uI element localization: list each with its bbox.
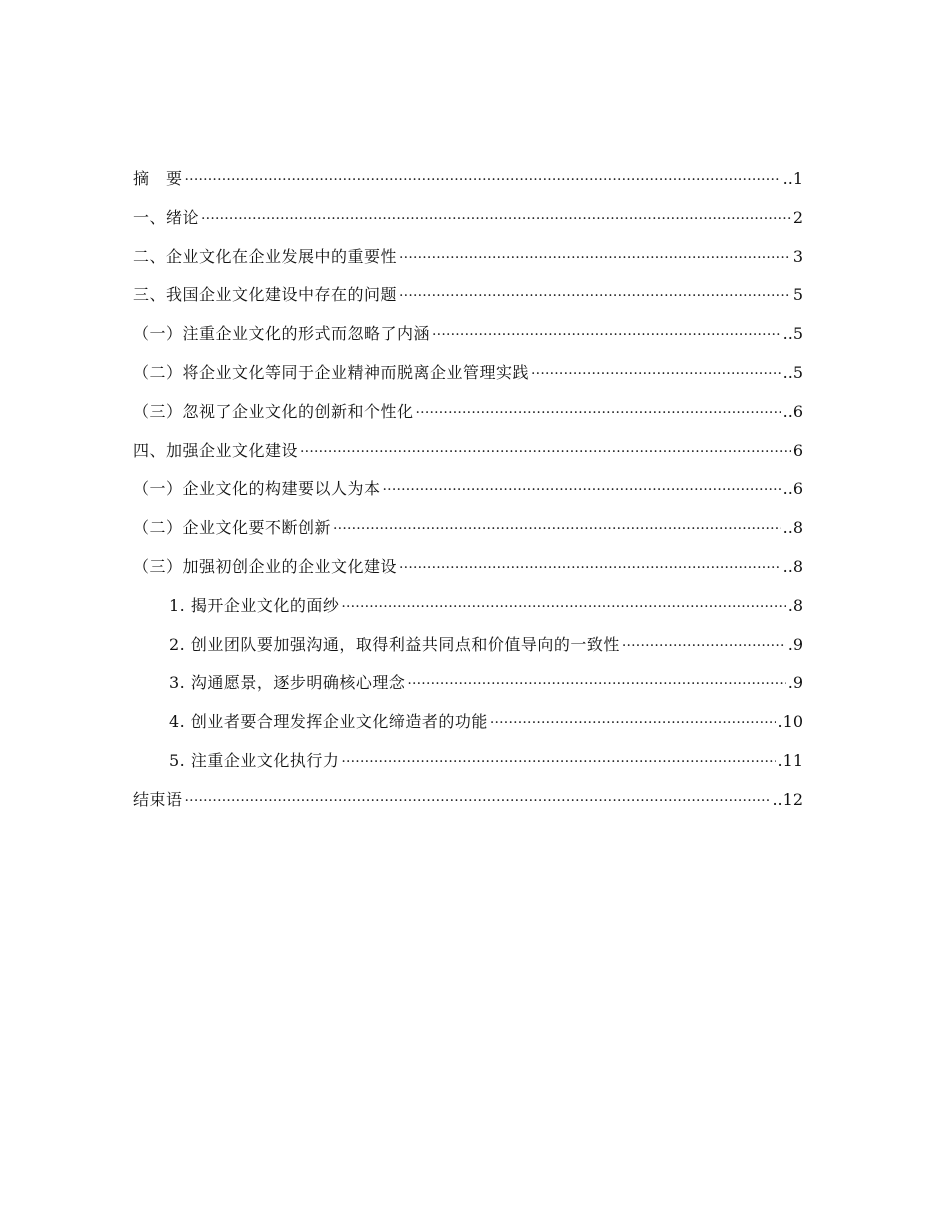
toc-entry-page: .9 — [787, 673, 803, 693]
toc-entry[interactable] — [133, 398, 803, 437]
toc-dot-leader — [185, 787, 771, 815]
toc-dot-leader — [432, 321, 781, 349]
toc-entry-title: 二、企业文化在企业发展中的重要性 — [133, 246, 398, 266]
toc-entry-title: （一）企业文化的构建要以人为本 — [133, 479, 381, 499]
toc-entry-page: .10 — [777, 712, 803, 732]
toc-entry-page: ..8 — [782, 518, 803, 538]
toc-dot-leader — [185, 166, 781, 194]
toc-entry-title: （二）企业文化要不断创新 — [133, 518, 332, 538]
toc-entry[interactable] — [133, 165, 803, 204]
toc-entry-title: （二）将企业文化等同于企业精神而脱离企业管理实践 — [133, 362, 530, 382]
toc-dot-leader — [300, 438, 791, 466]
toc-entry-page: ..6 — [782, 479, 803, 499]
toc-entry[interactable] — [133, 514, 803, 553]
toc-entry-page: .11 — [777, 750, 803, 770]
toc-dot-leader — [333, 515, 781, 543]
toc-dot-leader — [407, 670, 785, 698]
toc-dot-leader — [399, 244, 791, 272]
toc-entry-title: （三）忽视了企业文化的创新和个性化 — [133, 401, 414, 421]
toc-dot-leader — [341, 748, 775, 776]
toc-entry-title: 四、加强企业文化建设 — [133, 440, 299, 460]
toc-entry-page: .8 — [787, 595, 803, 615]
toc-dot-leader — [416, 399, 781, 427]
toc-entry[interactable] — [133, 320, 803, 359]
toc-entry[interactable] — [133, 359, 803, 398]
toc-entry-page: ..1 — [782, 169, 803, 188]
table-of-contents — [133, 165, 803, 825]
toc-dot-leader — [399, 554, 781, 582]
toc-entry-page: 6 — [792, 440, 803, 460]
toc-entry[interactable] — [133, 747, 803, 786]
toc-entry[interactable] — [133, 631, 803, 670]
toc-entry[interactable] — [133, 708, 803, 747]
toc-entry[interactable] — [133, 204, 803, 243]
toc-dot-leader — [531, 360, 781, 388]
toc-entry-title: 4. 创业者要合理发挥企业文化缔造者的功能 — [169, 712, 488, 732]
toc-dot-leader — [490, 709, 776, 737]
toc-entry-title: 结束语 — [133, 789, 183, 809]
toc-entry[interactable] — [133, 475, 803, 514]
toc-entry[interactable] — [133, 669, 803, 708]
toc-entry-title: 2. 创业团队要加强沟通，取得利益共同点和价值导向的一致性 — [169, 634, 620, 654]
toc-entry-title: （一）注重企业文化的形式而忽略了内涵 — [133, 324, 431, 344]
toc-entry[interactable] — [133, 281, 803, 320]
toc-entry-page: ..5 — [782, 362, 803, 382]
toc-entry-page: 2 — [792, 207, 803, 227]
toc-dot-leader — [201, 205, 791, 233]
toc-entry-title: （三）加强初创企业的企业文化建设 — [133, 556, 398, 576]
toc-entry-title: 一、绪论 — [133, 207, 200, 227]
toc-entry-page: 5 — [792, 285, 803, 305]
toc-entry-title: 1. 揭开企业文化的面纱 — [169, 595, 340, 615]
toc-entry-title: 3. 沟通愿景，逐步明确核心理念 — [169, 673, 406, 693]
toc-entry-page: ..6 — [782, 401, 803, 421]
toc-entry-page: 3 — [792, 246, 803, 266]
toc-entry[interactable] — [133, 786, 803, 825]
toc-entry-title: 三、我国企业文化建设中存在的问题 — [133, 285, 398, 305]
toc-entry-title: 5. 注重企业文化执行力 — [169, 750, 340, 770]
toc-entry[interactable] — [133, 243, 803, 282]
toc-entry[interactable] — [133, 437, 803, 476]
toc-dot-leader — [622, 632, 786, 660]
toc-dot-leader — [383, 476, 781, 504]
toc-entry[interactable] — [133, 553, 803, 592]
toc-entry-page: ..12 — [772, 789, 803, 809]
toc-dot-leader — [341, 593, 785, 621]
toc-entry-title: 摘 要 — [133, 169, 183, 188]
toc-entry-page: .9 — [787, 634, 803, 654]
toc-dot-leader — [399, 282, 791, 310]
toc-entry-page: ..8 — [782, 556, 803, 576]
toc-entry[interactable] — [133, 592, 803, 631]
toc-entry-page: ..5 — [782, 324, 803, 344]
